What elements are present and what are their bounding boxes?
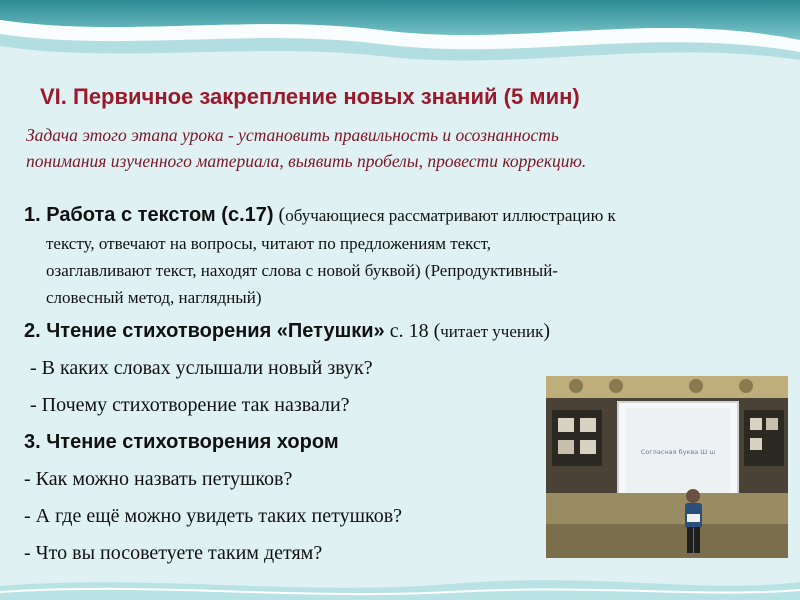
classroom-photo-illustration [546,376,788,558]
question: - Почему стихотворение так назвали? [30,394,350,416]
item-3-heading: 3. Чтение стихотворения хором [24,431,339,453]
slide-subtitle [26,122,766,174]
item-1-description: обучающиеся рассматривают иллюстрацию к [285,206,616,225]
item-2-page: с. 18 ( [384,320,441,342]
item-1-open-paren: ( [273,204,286,226]
classroom-photo [546,376,788,558]
item-2-note: читает ученик [440,322,544,341]
item-1-continuation: озаглавливают текст, находят слова с новой буквой) (Репродуктивный- [46,261,558,280]
item-2 [24,313,784,350]
question: - В каких словах услышали новый звук? [30,357,373,379]
item-2-close: ) [543,320,551,342]
item-2-heading: 2. Чтение стихотворения «Петушки» [24,320,385,342]
item-1-heading: 1. Работа с текстом (с.17) [24,204,274,226]
question: - Как можно назвать петушков? [24,468,293,490]
item-1 [24,201,784,230]
question: - А где ещё можно увидеть таких петушков? [24,505,403,527]
screen-caption: Согласная буква Ш ш [640,448,716,456]
item-1-continuation: тексту, отвечают на вопросы, читают по предложениям текст, [46,234,491,253]
subtitle-line: Задача этого этапа урока - установить правильность и осознанность [26,125,559,145]
question: - Что вы посоветуете таким детям? [24,542,323,564]
item-1-continuation: словесный метод, наглядный) [46,288,262,307]
subtitle-line: понимания изученного материала, выявить пробелы, провести коррекцию. [26,151,587,171]
slide-title: VI. Первичное закрепление новых знаний (5 мин) [40,84,580,109]
